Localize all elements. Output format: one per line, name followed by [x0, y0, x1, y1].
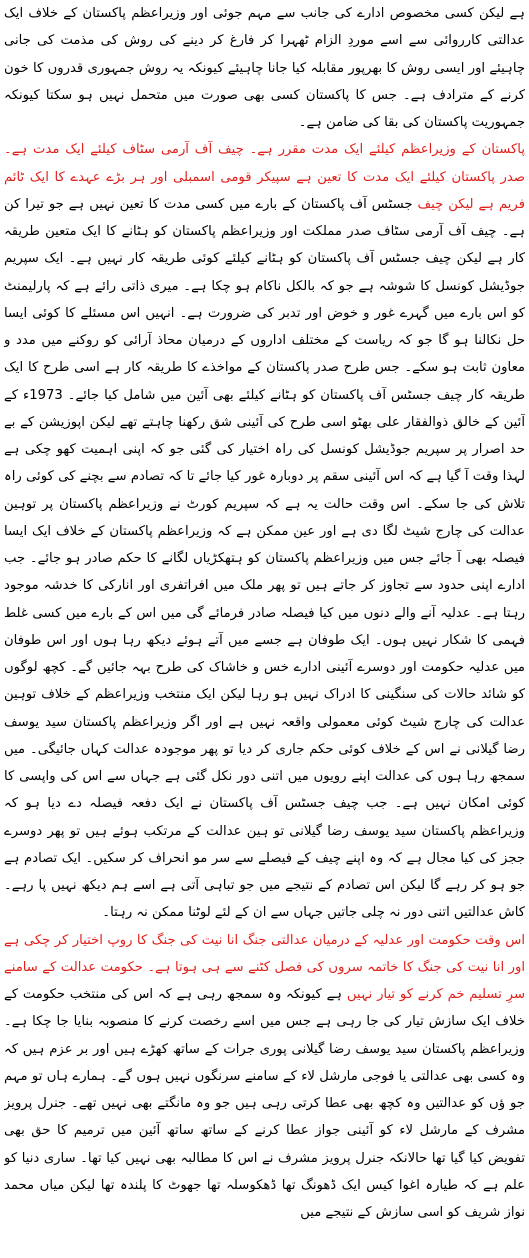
paragraph-2-highlight: پاکستان کے وزیراعظم کیلئے ایک مدت مقرر ہے۔ چیف آف آرمی سٹاف کیلئے ایک مدت ہے۔ صدر پاکستان کیلئے ایک مدت کا تعین ہے سپیکر قومی اسمبلی اور ہر بڑے عہدے کا ایک ٹائم فریم ہے لیکن چیف	[4, 142, 525, 212]
article-paragraph-1	[4, 0, 525, 136]
article-paragraph-3	[4, 927, 525, 1227]
article-page	[4, 0, 525, 1258]
article-paragraph-2	[4, 136, 525, 926]
paragraph-3-highlight: اس وقت حکومت اور عدلیہ کے درمیان عدالتی جنگ انا نیت کی جنگ کا روپ اختیار کر چکی ہے اور انا نیت کی جنگ کا خاتمہ سروں کی فصل کٹنے سے ہی ہوتا ہے۔ حکومت عدالت کے سامنے سرِ تسلیم خم کرنے کو تیار نہیں	[4, 932, 525, 1002]
paragraph-2-text: جسٹس آف پاکستان کے بارے میں کسی مدت کا تعین نہیں ہے جو تیرا کن ہے۔ چیف آف آرمی سٹاف صدر مملکت اور وزیراعظم پاکستان کو ہٹانے کا ایک متعین طریقہ کار ہے لیکن چیف جسٹس آف پاکستان کو ہٹانے کیلئے کوئی طریقہ کار نہیں ہے۔ ایک سپریم جوڈیشل کونسل کا شوشہ ہے جو کہ بالکل ناکام ہو چکا ہے۔ میری ذاتی رائے ہے کہ پارلیمنٹ کو اس بارے میں گہرے غور و خوض اور تدبر کی ضرورت ہے۔ انہیں اس مسئلے کا کوئی ایسا حل نکالنا ہو گا جو کہ ریاست کے مختلف اداروں کے درمیان محاذ آرائی کو روکنے میں مدد و معاون ثابت ہو سکے۔ جس طرح صدر پاکستان کے مواخذے کا طریقہ کار ہے اسی طرح کا ایک طریقہ کار چیف جسٹس آف پاکستان کو ہٹانے کیلئے بھی آئین میں شامل کیا جائے۔ 1973ء کے آئین کے خالق ذوالفقار علی بھٹو اسی طرح کی آئینی شق رکھنا چاہتے تھے لیکن اپوزیشن کے بے حد اصرار پر سپریم جوڈیشل کونسل کی راہ اختیار کی گئی جو کہ اپنی اہمیت کھو چکی ہے لہذا وقت آ گیا ہے کہ اس آئینی سقم پر دوبارہ غور کیا جائے تا کہ تصادم سے بچنے کی کوئی راہ تلاش کی جا سکے۔ اس وقت حالت یہ ہے کہ سپریم کورٹ نے وزیراعظم پاکستان پر توہین عدالت کی چارج شیٹ لگا دی ہے اور عین ممکن ہے کہ وزیراعظم پاکستان کے خلاف ایک ایسا فیصلہ بھی آ جائے جس میں وزیراعظم پاکستان کو ہتھکڑیاں لگانے کا حکم صادر ہو جائے۔ جب ادارے اپنی حدود سے تجاوز کر جاتے ہیں تو پھر ملک میں افراتفری اور انارکی کا خدشہ موجود رہتا ہے۔ عدلیہ آنے والے دنوں میں کیا فیصلہ صادر فرمائے گی میں اس کے بارے میں کسی غلط فہمی کا شکار نہیں ہوں۔ ایک طوفان ہے جسے میں آتے ہوئے دیکھ رہا ہوں اور اس طوفان میں عدلیہ حکومت اور دوسرے آئینی ادارے خس و خاشاک کی طرح بہہ جائیں گے۔ کچھ لوگوں کو شائد حالات کی سنگینی کا ادراک نہیں ہو رہا لیکن ایک منتخب وزیراعظم کے خلاف توہین عدالت کی چارج شیٹ کوئی معمولی واقعہ نہیں ہے اور اگر وزیراعظم پاکستان سید یوسف رضا گیلانی نے اس کے خلاف کوئی حکم جاری کر دیا تو پھر موجودہ عدالت کہاں جائیگی۔ میں سمجھ رہا ہوں کی عدالت اپنے رویوں میں اتنی دور نکل گئی ہے جہاں سے اس کی واپسی کا کوئی امکان نہیں ہے۔ جب چیف جسٹس آف پاکستان نے ایک دفعہ فیصلہ دے دیا ہو کہ وزیراعظم پاکستان سید یوسف رضا گیلانی تو ہین عدالت کے مرتکب ہوئے ہیں تو پھر دوسرے ججز کی کیا مجال ہے کہ وہ اپنے چیف کے فیصلے سے سر مو انحراف کر سکیں۔ ایک تصادم ہے جو ہو کر رہے گا لیکن اس تصادم کے نتیجے میں جو تباہی آتی ہے اسے ہم دیکھ نہیں پا رہے۔ کاش عدالتیں اتنی دور نہ چلی جاتیں جہاں سے ان کے لئے لوٹنا ممکن نہ رہتا۔	[4, 196, 525, 921]
paragraph-1-text: ہے لیکن کسی مخصوص ادارے کی جانب سے مہم جوئی اور وزیراعظم پاکستان کے خلاف ایک عدالتی کارروائی سے اسے موردِ الزام ٹھہرا کر فارغ کر دینے کی روش کی مذمت کی جانی چاہیئے اور ایسی روش کا بھرپور مقابلہ کیا جانا چاہیئے کیونکہ یہ روش جمہوری قدروں کا خون کرنے کے مترادف ہے۔ جس کا پاکستان کسی بھی صورت میں متحمل نہیں ہو سکتا کیونکہ جمہوریت پاکستان کی بقا کی ضامن ہے۔	[4, 6, 525, 130]
paragraph-3-text: ہے کیونکہ وہ سمجھ رہی ہے کہ اس کی منتخب حکومت کے خلاف ایک سازش تیار کی جا رہی ہے جس میں اسے رخصت کرنے کا منصوبہ بنایا جا چکا ہے۔ وزیراعظم پاکستان سید یوسف رضا گیلانی پوری جرات کے ساتھ کھڑے ہیں اور بر عزم ہیں کہ وہ کسی بھی عدالتی یا فوجی مارشل لاء کے سامنے سرنگوں نہیں ہوں گے۔ ہمارے ہاں تو مہم جو ؤں کو عدالتیں وہ کچھ بھی عطا کرتی رہی ہیں جو وہ مانگتے بھی نہیں تھے۔ جنرل پرویز مشرف کے مارشل لاء کو آئینی جواز عطا کرنے کے ساتھ ساتھ آئین میں ترمیم کا حق بھی تفویض کیا گیا تھا حالانکہ جنرل پرویز مشرف نے اس کا مطالبہ بھی نہیں کیا تھا۔ ساری دنیا کو علم ہے کہ طیارہ اغوا کیس ایک ڈھونگ تھا ڈھکوسلہ تھا جھوٹ کا پلندہ تھا لیکن میاں محمد نواز شریف کو اسی سازش کے نتیجے میں	[4, 987, 525, 1220]
